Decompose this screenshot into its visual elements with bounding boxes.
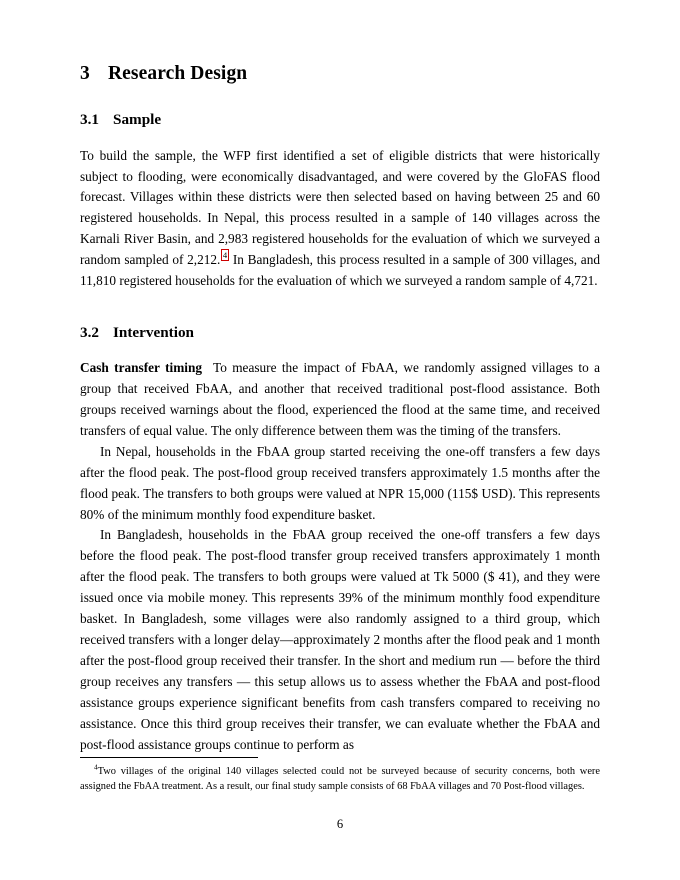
subsection-title-sample: Sample	[113, 111, 162, 129]
footnote-text: Two villages of the original 140 villages selected could not be surveyed because of security concerns, both were assigned the FbAA treatment. As a result, our final study sample consists of 68 FbAA villages and 70 Post-flood villages.	[80, 766, 600, 793]
paragraph-sample-text-after-footnote: In Bangladesh, this process resulted in a sample of 300 villages, and 11,810 registered households for the evaluation of which we surveyed a random sample of 4,721.	[80, 252, 600, 289]
runin-heading-cash-transfer-timing: Cash transfer timing	[80, 360, 203, 376]
subsection-number-sample: 3.1	[80, 111, 99, 129]
page-number: 6	[336, 817, 344, 831]
paragraph-nepal: In Nepal, households in the FbAA group started receiving the one-off transfers a few days after the flood peak. The post-flood group received transfers approximately 1.5 months after the flood peak. The transfers to both groups were valued at NPR 15,000 (115$ USD). This represents 80% of the minimum monthly food expenditure basket.	[80, 443, 600, 522]
paragraph-cash-transfer-timing	[80, 358, 600, 442]
subsection-title-intervention: Intervention	[113, 323, 194, 341]
section-number: 3	[80, 63, 90, 84]
footnote-separator-rule	[80, 757, 258, 758]
subsection-number-intervention: 3.2	[80, 323, 99, 341]
section-heading	[80, 62, 600, 85]
footnote-item	[80, 764, 600, 794]
paragraph-cash-transfer-timing-text: To measure the impact of FbAA, we randomly assigned villages to a group that received FbAA, and another that received traditional post-flood assistance. Both groups received warnings about the flood, experienced the flood at the same time, and received transfers of equal value. The only difference between them was the timing of the transfers.	[80, 360, 600, 438]
paragraph-bangladesh: In Bangladesh, households in the FbAA group received the one-off transfers a few days before the flood peak. The post-flood transfer group received transfers approximately 1 month after the flood peak. The transfers to both groups were valued at Tk 5000 ($ 41), and they were issued once via mobile money. This represents 39% of the minimum monthly food expenditure basket. In Bangladesh, some villages were also randomly assigned to a third group, which received transfers with a longer delay—approximately 2 months after the flood peak and 1 month after the post-flood group received their transfer. In the short and medium run — before the third group receives any transfers — this setup allows us to assess whether the FbAA and post-flood assistance groups experience significant benefits from cash transfers compared to receiving no assistance. Once this third group receives their transfer, we can evaluate whether the FbAA and post-flood assistance groups continue to perform as	[80, 527, 600, 752]
paragraph-sample	[80, 146, 600, 292]
footnote-marker: 4	[94, 762, 98, 772]
section-title: Research Design	[108, 63, 248, 84]
subsection-heading-intervention	[80, 324, 600, 342]
footnote-reference-link[interactable]: 4	[222, 249, 228, 260]
subsection-heading-sample	[80, 111, 600, 129]
page-content	[80, 62, 600, 755]
paragraph-sample-text-before-footnote: To build the sample, the WFP first identified a set of eligible districts that were historically subject to flooding, were economically disadvantaged, and were covered by the GloFAS flood forecast. Villages within these districts were then selected based on having between 25 and 60 registered households. In Nepal, this process resulted in a sample of 140 villages across the Karnali River Basin, and 2,983 registered households for the evaluation of which we surveyed a random sampled of 2,212.	[80, 147, 600, 268]
footnote-area	[80, 757, 600, 794]
